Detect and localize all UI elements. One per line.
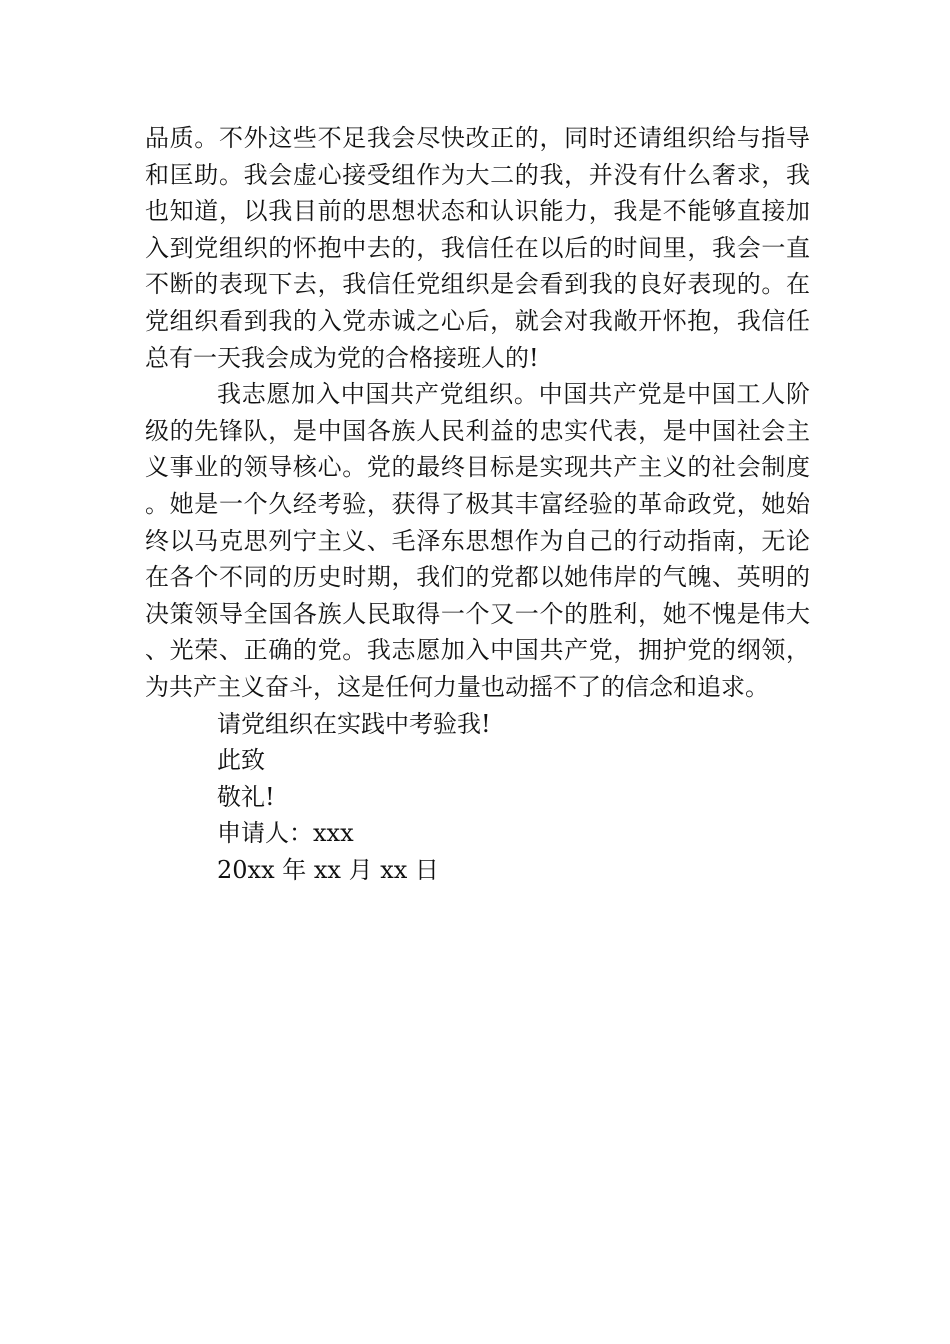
signature-date: 20xx 年 xx 月 xx 日 (217, 855, 439, 884)
closing-greeting-2: 敬礼! (217, 782, 275, 811)
closing-greeting-1: 此致 (217, 746, 265, 775)
paragraph-continuation: 品质。不外这些不足我会尽快改正的，同时还请组织给与指导和匡助。我会虚心接受组作为大二的我，并没有什么奢求，我也知道，以我目前的思想状态和认识能力，我是不能够直接加入到党组织的怀抱中去的，我信任在以后的时间里，我会一直不断的表现下去，我信任党组织是会看到我的良好表现的。在党组织看到我的入党赤诚之心后，就会对我敞开怀抱，我信任总有一天我会成为党的合格接班人的! (145, 124, 810, 372)
paragraph-pledge: 我志愿加入中国共产党组织。中国共产党是中国工人阶级的先锋队，是中国各族人民利益的忠实代表，是中国社会主义事业的领导核心。党的最终目标是实现共产主义的社会制度。她是一个久经考验，获得了极其丰富经验的革命政党，她始终以马克思列宁主义、毛泽东思想作为自己的行动指南，无论在各个不同的历史时期，我们的党都以她伟岸的气魄、英明的决策领导全国各族人民取得一个又一个的胜利，她不愧是伟大、光荣、正确的党。我志愿加入中国共产党，拥护党的纲领，为共产主义奋斗，这是任何力量也动摇不了的信念和追求。 (145, 380, 810, 701)
document-body (145, 120, 810, 888)
applicant-signature: 申请人：xxx (217, 819, 354, 848)
closing-request: 请党组织在实践中考验我! (217, 709, 491, 738)
